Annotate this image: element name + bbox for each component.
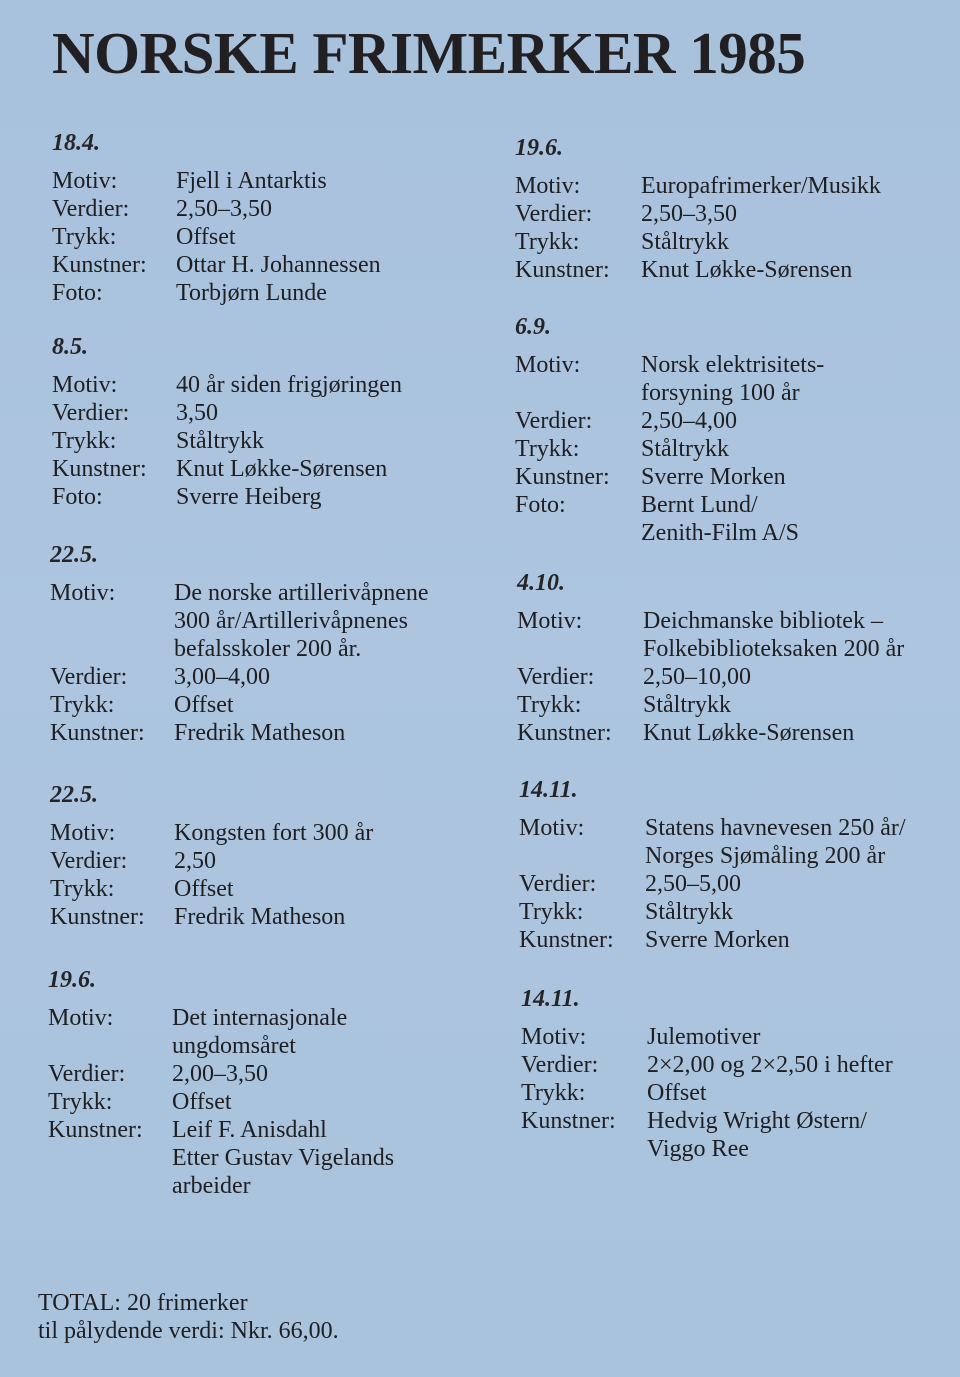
issue-field-row (48, 1088, 394, 1116)
field-value (176, 427, 402, 455)
stamp-issue-entry (519, 776, 906, 954)
issue-field-row (519, 898, 906, 926)
field-value-line: Folkebiblioteksaken 200 år (643, 636, 905, 662)
field-value-line: Norges Sjømåling 200 år (645, 843, 886, 869)
field-value-line: Offset (172, 1089, 232, 1115)
field-label: Verdier: (515, 408, 593, 434)
field-value-line: Ståltrykk (641, 229, 729, 255)
field-label: Motiv: (515, 173, 581, 199)
field-value-line: Ottar H. Johannessen (176, 252, 381, 278)
field-label: Trykk: (519, 899, 584, 925)
field-value (174, 719, 429, 747)
field-label: Kunstner: (50, 904, 145, 930)
issue-field-row (52, 223, 381, 251)
issue-field-row (515, 256, 881, 284)
issue-field-row (48, 1116, 394, 1200)
issue-field-row (50, 663, 429, 691)
stamp-issue-entry (517, 569, 904, 747)
issue-field-row (50, 847, 373, 875)
field-label: Trykk: (52, 224, 117, 250)
field-value-line: 2,50 (174, 848, 216, 874)
field-label: Verdier: (52, 196, 130, 222)
stamp-issue-entry (52, 333, 402, 511)
field-label: Verdier: (521, 1052, 599, 1078)
issue-date: 8.5. (52, 334, 88, 360)
field-value-line: 3,50 (176, 400, 218, 426)
field-label: Motiv: (52, 372, 118, 398)
issue-field-row (52, 167, 381, 195)
field-value-line: 40 år siden frigjøringen (176, 372, 402, 398)
field-label: Foto: (52, 484, 103, 510)
stamp-issue-entry (515, 313, 824, 547)
field-label: Verdier: (50, 664, 128, 690)
issue-date: 19.6. (48, 967, 96, 993)
issue-date: 22.5. (50, 542, 98, 568)
field-value (643, 719, 904, 747)
issue-date: 6.9. (515, 314, 551, 340)
field-label: Kunstner: (52, 456, 147, 482)
field-label: Verdier: (519, 871, 597, 897)
field-value (641, 351, 824, 407)
field-value-line: Leif F. Anisdahl (172, 1117, 327, 1143)
field-label: Trykk: (517, 692, 582, 718)
field-label: Foto: (515, 492, 566, 518)
field-value (174, 875, 373, 903)
field-value-line: De norske artillerivåpnene (174, 580, 429, 606)
field-value (645, 926, 906, 954)
issue-field-row (50, 579, 429, 663)
issue-field-row (519, 870, 906, 898)
field-value-line: Knut Løkke-Sørensen (641, 257, 853, 283)
field-value-line: 3,00–4,00 (174, 664, 270, 690)
field-value (641, 228, 881, 256)
issue-date: 14.11. (521, 986, 580, 1012)
field-value-line: Deichmanske bibliotek – (643, 608, 883, 634)
field-label: Kunstner: (50, 720, 145, 746)
field-value-line: Statens havnevesen 250 år/ (645, 815, 906, 841)
issue-field-row (515, 463, 824, 491)
field-label: Verdier: (517, 664, 595, 690)
field-value-line: Det internasjonale (172, 1005, 348, 1031)
field-value-line: Ståltrykk (643, 692, 731, 718)
field-value-line: Bernt Lund/ (641, 492, 758, 518)
issue-field-row (515, 435, 824, 463)
issue-field-row (515, 172, 881, 200)
field-value-line: Etter Gustav Vigelands (172, 1145, 395, 1171)
field-value-line: Knut Løkke-Sørensen (176, 456, 388, 482)
issue-field-row (52, 251, 381, 279)
field-value-line: Offset (176, 224, 236, 250)
field-value-line: Julemotiver (647, 1024, 761, 1050)
field-label: Motiv: (515, 352, 581, 378)
issue-date: 19.6. (515, 135, 563, 161)
field-label: Foto: (52, 280, 103, 306)
field-label: Kunstner: (521, 1108, 616, 1134)
field-label: Trykk: (50, 876, 115, 902)
field-label: Verdier: (50, 848, 128, 874)
issue-field-row (517, 691, 904, 719)
field-label: Motiv: (521, 1024, 587, 1050)
field-value (641, 172, 881, 200)
field-label: Kunstner: (48, 1117, 143, 1143)
field-value (176, 251, 381, 279)
field-value-line: arbeider (172, 1173, 251, 1199)
field-value-line: Fredrik Matheson (174, 720, 346, 746)
field-value-line: Offset (174, 876, 234, 902)
stamp-issue-entry (515, 134, 881, 284)
issue-field-row (50, 691, 429, 719)
field-label: Kunstner: (52, 252, 147, 278)
field-value (645, 814, 906, 870)
field-value-line: 300 år/Artillerivåpnenes (174, 608, 408, 634)
page-title: NORSKE FRIMERKER 1985 (52, 20, 806, 86)
field-value (641, 256, 881, 284)
stamp-issue-entry (521, 985, 893, 1163)
field-value-line: Offset (174, 692, 234, 718)
issue-field-row (519, 926, 906, 954)
field-label: Trykk: (52, 428, 117, 454)
field-value-line: forsyning 100 år (641, 380, 800, 406)
field-value-line: 2,50–5,00 (645, 871, 741, 897)
field-value-line: 2,50–4,00 (641, 408, 737, 434)
issue-field-row (52, 483, 402, 511)
field-value-line: Offset (647, 1080, 707, 1106)
field-value-line: Sverre Morken (641, 464, 786, 490)
issue-field-row (52, 279, 381, 307)
field-value (172, 1004, 394, 1060)
issue-field-row (517, 607, 904, 663)
field-value (176, 167, 381, 195)
issue-field-row (52, 399, 402, 427)
issue-field-row (50, 903, 373, 931)
field-label: Verdier: (515, 201, 593, 227)
field-value-line: ungdomsåret (172, 1033, 296, 1059)
field-label: Trykk: (515, 436, 580, 462)
field-value (643, 663, 904, 691)
field-value (176, 399, 402, 427)
field-value (174, 663, 429, 691)
field-label: Motiv: (517, 608, 583, 634)
issue-field-row (52, 427, 402, 455)
field-value-line: Sverre Morken (645, 927, 790, 953)
field-label: Trykk: (521, 1080, 586, 1106)
field-value-line: Ståltrykk (176, 428, 264, 454)
issue-field-row (52, 371, 402, 399)
issue-field-row (521, 1107, 893, 1163)
issue-field-row (521, 1051, 893, 1079)
field-value (176, 195, 381, 223)
field-value-line: Fjell i Antarktis (176, 168, 327, 194)
field-label: Kunstner: (515, 464, 610, 490)
issue-date: 18.4. (52, 130, 100, 156)
field-value (172, 1060, 394, 1088)
issue-field-row (515, 228, 881, 256)
field-value-line: 2×2,00 og 2×2,50 i hefter (647, 1052, 893, 1078)
issue-field-row (48, 1004, 394, 1060)
field-value-line: 2,50–3,50 (176, 196, 272, 222)
field-value (643, 691, 904, 719)
field-value (641, 435, 824, 463)
field-value (643, 607, 904, 663)
issue-field-row (515, 351, 824, 407)
field-label: Kunstner: (515, 257, 610, 283)
field-label: Motiv: (50, 580, 116, 606)
issue-field-row (517, 663, 904, 691)
field-value (176, 223, 381, 251)
field-value (641, 200, 881, 228)
field-label: Kunstner: (517, 720, 612, 746)
field-value (641, 463, 824, 491)
field-value (174, 691, 429, 719)
field-value (174, 819, 373, 847)
field-value-line: Kongsten fort 300 år (174, 820, 374, 846)
field-value-line: Knut Løkke-Sørensen (643, 720, 855, 746)
field-value (174, 903, 373, 931)
field-value-line: 2,00–3,50 (172, 1061, 268, 1087)
issue-field-row (519, 814, 906, 870)
field-value (647, 1051, 893, 1079)
field-value (172, 1088, 394, 1116)
issue-field-row (52, 195, 381, 223)
issue-field-row (521, 1079, 893, 1107)
field-value (645, 898, 906, 926)
issue-field-row (50, 875, 373, 903)
field-value-line: Norsk elektrisitets- (641, 352, 825, 378)
field-label: Trykk: (48, 1089, 113, 1115)
issue-field-row (50, 819, 373, 847)
field-value (641, 491, 824, 547)
field-label: Verdier: (48, 1061, 126, 1087)
field-value-line: 2,50–3,50 (641, 201, 737, 227)
field-value-line: Sverre Heiberg (176, 484, 322, 510)
issue-date: 4.10. (517, 570, 565, 596)
field-value (647, 1023, 893, 1051)
field-value (645, 870, 906, 898)
stamp-issue-entry (48, 966, 394, 1200)
field-value-line: 2,50–10,00 (643, 664, 751, 690)
field-value (176, 279, 381, 307)
issue-field-row (515, 200, 881, 228)
issue-date: 14.11. (519, 777, 578, 803)
field-value (174, 579, 429, 663)
issue-field-row (517, 719, 904, 747)
field-value-line: Ståltrykk (645, 899, 733, 925)
total-count: TOTAL: 20 frimerker (38, 1290, 248, 1316)
field-value (176, 371, 402, 399)
stamp-issue-entry (50, 781, 373, 931)
stamp-issue-entry (50, 541, 429, 747)
field-value-line: Fredrik Matheson (174, 904, 346, 930)
field-value-line: Viggo Ree (647, 1136, 749, 1162)
field-value-line: Hedvig Wright Østern/ (647, 1108, 867, 1134)
total-face-value: til pålydende verdi: Nkr. 66,00. (38, 1318, 339, 1344)
issue-field-row (515, 407, 824, 435)
field-label: Motiv: (48, 1005, 114, 1031)
field-value-line: Torbjørn Lunde (176, 280, 327, 306)
field-value (174, 847, 373, 875)
field-value (641, 407, 824, 435)
field-label: Verdier: (52, 400, 130, 426)
issue-field-row (48, 1060, 394, 1088)
field-value-line: Ståltrykk (641, 436, 729, 462)
field-label: Trykk: (515, 229, 580, 255)
field-label: Motiv: (519, 815, 585, 841)
issue-field-row (50, 719, 429, 747)
field-value-line: befalsskoler 200 år. (174, 636, 362, 662)
field-label: Kunstner: (519, 927, 614, 953)
issue-field-row (52, 455, 402, 483)
field-value-line: Zenith-Film A/S (641, 520, 800, 546)
field-value (172, 1116, 394, 1200)
field-label: Motiv: (52, 168, 118, 194)
field-label: Trykk: (50, 692, 115, 718)
field-value (647, 1079, 893, 1107)
issue-field-row (515, 491, 824, 547)
field-value (647, 1107, 893, 1163)
issue-date: 22.5. (50, 782, 98, 808)
field-value (176, 455, 402, 483)
field-value-line: Europafrimerker/Musikk (641, 173, 881, 199)
field-label: Motiv: (50, 820, 116, 846)
total-summary (38, 1289, 339, 1345)
field-value (176, 483, 402, 511)
issue-field-row (521, 1023, 893, 1051)
stamp-issue-entry (52, 129, 381, 307)
